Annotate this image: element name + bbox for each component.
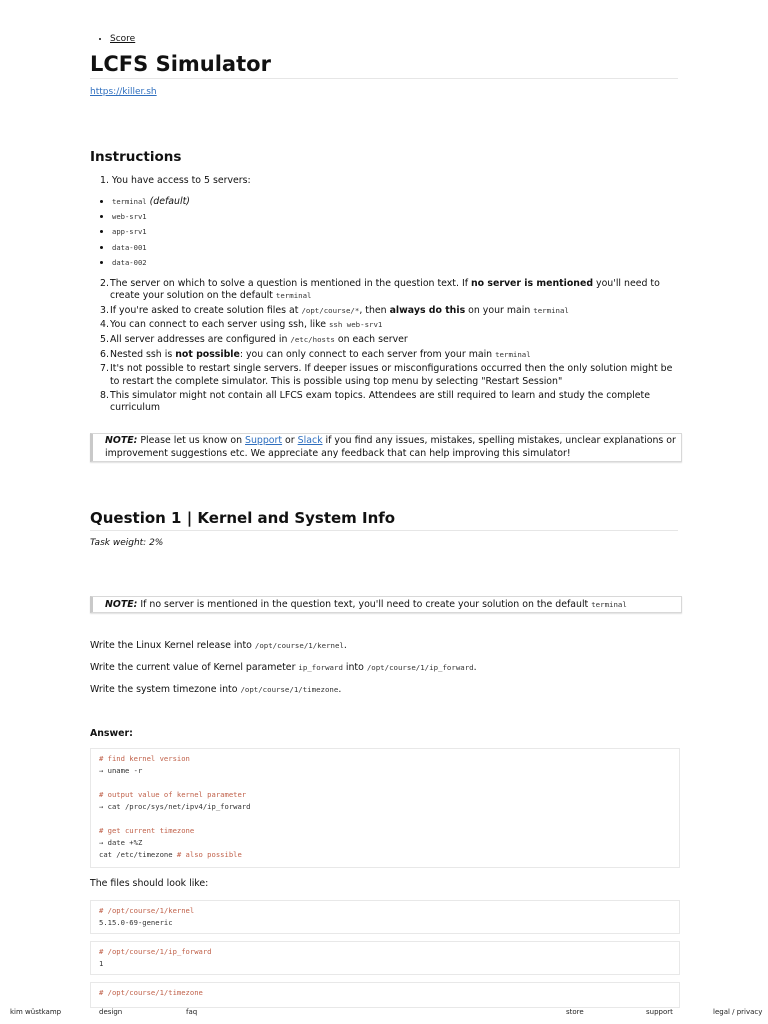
task-kernel-release	[90, 640, 347, 651]
instructions-heading: Instructions	[90, 149, 182, 165]
code-comment: # also possible	[176, 850, 242, 859]
task-text: into	[342, 662, 367, 673]
task-weight: Task weight: 2%	[90, 538, 164, 548]
inline-code: terminal	[533, 305, 569, 315]
server-list	[112, 196, 190, 272]
inline-code: terminal	[275, 291, 312, 301]
inline-code: /etc/hosts	[290, 335, 335, 345]
code-comment: # find kernel version	[99, 754, 190, 763]
support-link[interactable]: Support	[245, 435, 283, 446]
code-line: → uname -r	[99, 766, 143, 775]
instruction-steps	[100, 278, 680, 417]
feedback-note	[90, 433, 682, 462]
step-text: If you're asked to create solution files at	[110, 304, 302, 316]
task-text: .	[343, 640, 347, 651]
code-comment: # /opt/course/1/ip_forward	[99, 947, 212, 956]
step-text: Nested ssh is	[110, 348, 176, 360]
server-name: data-002	[112, 257, 147, 267]
answer-code-block[interactable]	[90, 748, 680, 868]
files-label: The files should look like:	[90, 878, 209, 889]
toc-item	[110, 34, 135, 44]
code-line: → date +%Z	[99, 838, 143, 847]
step-text: on each server	[334, 334, 408, 346]
note-text: If no server is mentioned in the question text, you'll need to create your solution on the default	[137, 599, 592, 610]
task-timezone	[90, 684, 341, 695]
note-text: Please let us know on	[137, 435, 246, 446]
code-spacer	[99, 777, 671, 789]
step-text: you'll need to create your solution on the default	[110, 278, 660, 302]
task-ip-forward	[90, 662, 477, 673]
score-link[interactable]: Score	[110, 34, 136, 44]
server-item	[112, 242, 190, 257]
inline-code: terminal	[495, 349, 531, 359]
step-emphasis: always do this	[389, 304, 466, 316]
server-item	[112, 226, 190, 241]
step-text: on your main	[465, 304, 534, 316]
step-text: The server on which to solve a question is mentioned in the question text. If	[110, 278, 471, 289]
code-comment: # /opt/course/1/timezone	[99, 988, 203, 997]
step-emphasis: no server is mentioned	[471, 278, 594, 289]
code-line: 5.15.0-69-generic	[99, 918, 173, 927]
footer-store-link[interactable]: store	[566, 1008, 584, 1016]
server-name: web-srv1	[112, 212, 147, 222]
ip-forward-file-block[interactable]	[90, 941, 680, 975]
inline-code: terminal	[591, 600, 627, 609]
page-title: LCFS Simulator	[90, 52, 678, 79]
server-name: app-srv1	[112, 227, 147, 237]
step-text: You can connect to each server using ssh, like	[110, 319, 329, 331]
inline-code: ip_forward	[298, 663, 343, 672]
footer-support-link[interactable]: support	[646, 1008, 673, 1016]
instruction-step-7: 7.It's not possible to restart single servers. If deeper issues or misconfigurations occurred then the only solution might be to restart the complete simulator. This is possible using top menu by selecting "Restart Session"	[100, 363, 673, 387]
server-note	[90, 596, 682, 613]
task-text: .	[338, 684, 342, 695]
kernel-file-block[interactable]	[90, 900, 680, 934]
footer-faq-link[interactable]: faq	[186, 1008, 198, 1016]
footer-design-link[interactable]: design	[99, 1008, 123, 1016]
code-text: cat /etc/timezone	[99, 850, 177, 859]
step-text: This simulator might not contain all LFCS exam topics. Attendees are still required to learn and study the complete curriculum	[110, 390, 650, 414]
task-text: Write the current value of Kernel parameter	[90, 662, 299, 673]
server-name: terminal	[112, 197, 147, 206]
instruction-step-3: 3.If you're asked to create solution files at /opt/course/*, then always do this on your main terminal	[100, 304, 569, 316]
inline-code: ssh web-srv1	[328, 320, 383, 330]
task-text: Write the system timezone into	[90, 684, 241, 695]
table-of-contents	[110, 34, 135, 44]
instruction-step-6: 6.Nested ssh is not possible: you can only connect to each server from your main terminal	[100, 348, 531, 360]
code-line: 1	[99, 959, 104, 968]
inline-code: /opt/course/1/timezone	[240, 685, 339, 694]
code-line: → cat /proc/sys/net/ipv4/ip_forward	[99, 802, 251, 811]
code-comment: # /opt/course/1/kernel	[99, 906, 195, 915]
default-label: (default)	[149, 196, 190, 207]
step-emphasis: not possible	[175, 348, 240, 360]
note-label: NOTE:	[105, 435, 138, 446]
code-line	[99, 849, 671, 861]
task-text: .	[473, 662, 477, 673]
timezone-file-block[interactable]	[90, 982, 680, 1008]
inline-code: /opt/course/*	[301, 305, 360, 315]
footer-legal-link[interactable]: legal / privacy	[713, 1008, 763, 1016]
server-item	[112, 196, 190, 211]
inline-code: /opt/course/1/kernel	[254, 641, 344, 650]
note-text: or	[282, 435, 298, 446]
code-comment: # output value of kernel parameter	[99, 790, 247, 799]
code-spacer	[99, 813, 671, 825]
instruction-step-4: 4.You can connect to each server using ssh, like ssh web-srv1	[100, 319, 383, 331]
step-text: , then	[359, 304, 390, 316]
inline-code: /opt/course/1/ip_forward	[366, 663, 474, 672]
question-1-heading: Question 1 | Kernel and System Info	[90, 509, 678, 531]
answer-label: Answer:	[90, 728, 133, 739]
instruction-step-5: 5.All server addresses are configured in /etc/hosts on each server	[100, 334, 408, 346]
footer-author: kim wüstkamp	[10, 1008, 62, 1016]
instruction-step-8: 8.This simulator might not contain all LFCS exam topics. Attendees are still required to learn and study the complete curriculum	[100, 390, 650, 414]
code-comment: # get current timezone	[99, 826, 195, 835]
step-text: It's not possible to restart single servers. If deeper issues or misconfigurations occurred then the only solution might be to restart the complete simulator. This is possible using top menu by selecting "Restart Session"	[110, 363, 673, 387]
step-text: : you can only connect to each server from your main	[239, 348, 496, 360]
server-item	[112, 257, 190, 272]
instruction-step-2: 2.The server on which to solve a question is mentioned in the question text. If no server is mentioned you'll need to create your solution on the default terminal	[100, 278, 660, 302]
server-item	[112, 211, 190, 226]
killer-sh-link[interactable]: https://killer.sh	[90, 87, 157, 97]
instruction-step-1: 1. You have access to 5 servers:	[100, 175, 251, 186]
slack-link[interactable]: Slack	[297, 435, 323, 446]
note-text: if you find any issues, mistakes, spelling mistakes, unclear explanations or improvement suggestions etc. We appreciate any feedback that can help improving this simulator!	[105, 435, 676, 459]
server-name: data-001	[112, 242, 147, 252]
footer	[0, 1006, 768, 1020]
step-text: All server addresses are configured in	[110, 334, 291, 346]
task-text: Write the Linux Kernel release into	[90, 640, 255, 651]
note-label: NOTE:	[105, 599, 138, 610]
